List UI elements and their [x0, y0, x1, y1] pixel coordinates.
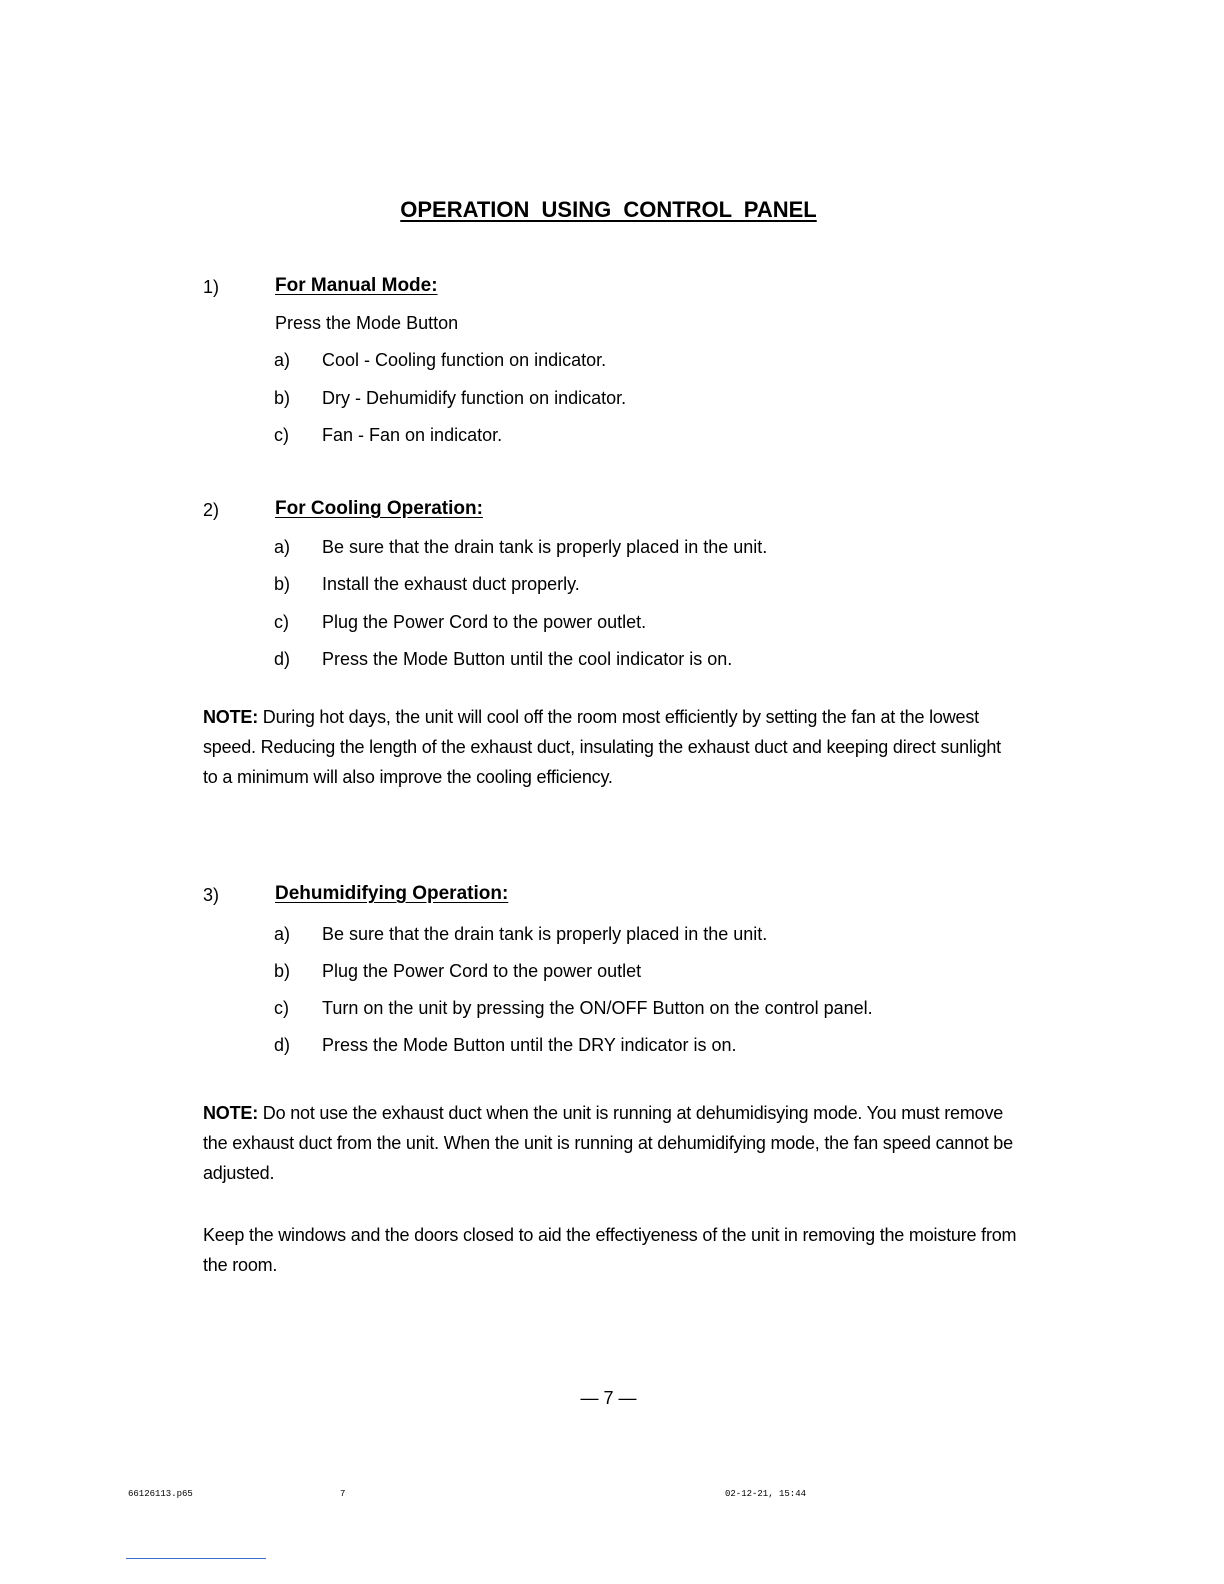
note-label: NOTE:	[203, 1103, 258, 1123]
list-item-letter: b)	[274, 388, 291, 408]
footer-filename: 66126113.p65	[128, 1489, 193, 1499]
list-item: Fan - Fan on indicator.	[322, 425, 503, 445]
list-item-letter: a)	[274, 350, 291, 370]
note-label: NOTE:	[203, 707, 258, 727]
list-item: Be sure that the drain tank is properly placed in the unit.	[322, 537, 768, 557]
list-item: Dry - Dehumidify function on indicator.	[322, 388, 627, 408]
list-item: Plug the Power Cord to the power outlet.	[322, 612, 647, 632]
list-item: Press the Mode Button until the cool indicator is on.	[322, 649, 733, 669]
list-item-letter: d)	[274, 649, 291, 669]
page-title: OPERATION USING CONTROL PANEL	[400, 197, 817, 222]
list-item-letter: c)	[274, 425, 289, 445]
footer-timestamp: 02-12-21, 15:44	[725, 1489, 807, 1499]
page-number: — 7 —	[580, 1388, 637, 1408]
section-number: 3)	[203, 885, 220, 905]
closing-paragraph: Keep the windows and the doors closed to aid the effectiyeness of the unit in removing the moisture from the room.	[203, 1225, 1017, 1275]
list-item-letter: b)	[274, 574, 291, 594]
note-text: Do not use the exhaust duct when the unit is running at dehumidisying mode. You must remove the exhaust duct from the unit. When the unit is running at dehumidifying mode, the fan speed cannot be adjusted.	[203, 1103, 1013, 1183]
list-item-letter: a)	[274, 924, 291, 944]
section-heading-cooling-operation: For Cooling Operation:	[275, 498, 483, 519]
section-number: 2)	[203, 500, 220, 520]
list-item: Install the exhaust duct properly.	[322, 574, 580, 594]
list-item-letter: c)	[274, 998, 289, 1018]
list-item: Be sure that the drain tank is properly placed in the unit.	[322, 924, 768, 944]
footer-page: 7	[340, 1489, 346, 1499]
list-item: Plug the Power Cord to the power outlet	[322, 961, 642, 981]
list-item: Press the Mode Button until the DRY indicator is on.	[322, 1035, 737, 1055]
section-heading-dehumidifying-operation: Dehumidifying Operation:	[275, 883, 509, 904]
list-item: Cool - Cooling function on indicator.	[322, 350, 607, 370]
list-item-letter: c)	[274, 612, 289, 632]
list-item-letter: d)	[274, 1035, 291, 1055]
bottom-rule	[126, 1558, 266, 1559]
section-heading-manual-mode: For Manual Mode:	[275, 275, 438, 296]
list-item-letter: a)	[274, 537, 291, 557]
note-paragraph-dehumidifying	[203, 1098, 1018, 1188]
list-item-letter: b)	[274, 961, 291, 981]
section-number: 1)	[203, 277, 220, 297]
section-intro: Press the Mode Button	[275, 313, 459, 333]
note-text: During hot days, the unit will cool off the room most efficiently by setting the fan at the lowest speed. Reducing the length of the exhaust duct, insulating the exhaust duct and keeping direct sunlight to a minimum will also improve the cooling efficiency.	[203, 707, 1001, 787]
list-item: Turn on the unit by pressing the ON/OFF Button on the control panel.	[322, 998, 873, 1018]
note-paragraph-cooling	[203, 702, 1018, 792]
